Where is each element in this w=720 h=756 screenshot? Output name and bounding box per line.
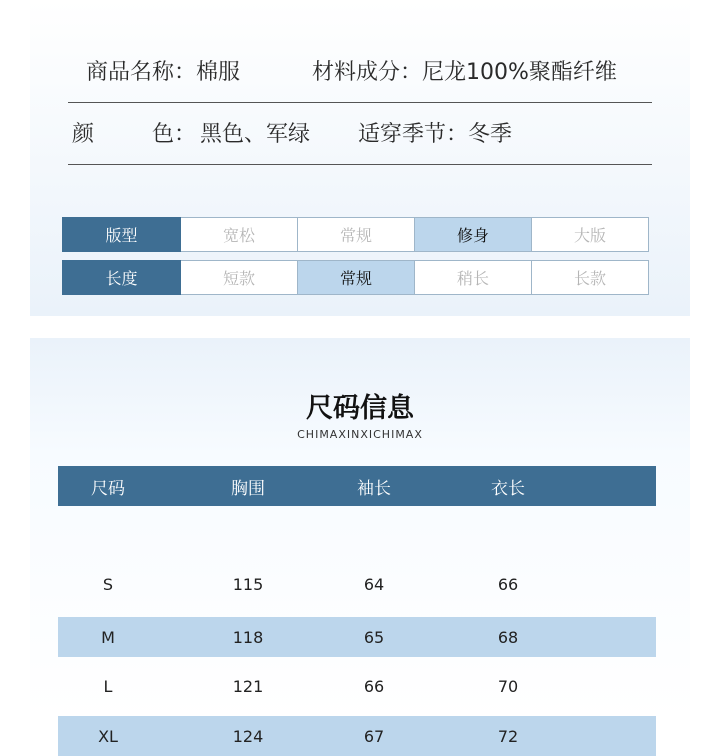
cell-chest: 118 xyxy=(232,627,264,647)
cell-chest: 124 xyxy=(232,726,264,746)
cell-size: M xyxy=(101,627,115,647)
column-header-size: 尺码 xyxy=(91,478,125,499)
table-row xyxy=(58,564,656,604)
size-table xyxy=(58,466,656,756)
material-value: 尼龙100%聚酯纤维 xyxy=(422,60,617,85)
color-label-second: 色： xyxy=(152,122,197,147)
cell-length: 68 xyxy=(497,627,519,647)
column-header-sleeve: 袖长 xyxy=(357,478,391,499)
fit-row-style xyxy=(62,217,649,252)
cell-sleeve: 66 xyxy=(363,676,385,696)
cell-chest: 115 xyxy=(232,574,264,594)
table-row xyxy=(58,617,656,657)
fit-header-style: 版型 xyxy=(62,217,181,252)
name-label: 商品名称： xyxy=(86,60,197,85)
cell-size: S xyxy=(102,574,114,594)
table-row xyxy=(58,666,656,706)
fit-option: 稍长 xyxy=(415,260,532,295)
cell-chest: 121 xyxy=(232,676,264,696)
table-row xyxy=(58,716,656,756)
fit-option: 长款 xyxy=(532,260,649,295)
material-label: 材料成分： xyxy=(312,60,423,85)
column-header-length: 衣长 xyxy=(491,478,525,499)
cell-sleeve: 67 xyxy=(363,726,385,746)
cell-length: 72 xyxy=(497,726,519,746)
fit-row-length xyxy=(62,260,649,295)
cell-length: 66 xyxy=(497,574,519,594)
fit-option: 宽松 xyxy=(181,217,298,252)
info-row-color-season xyxy=(68,106,652,165)
column-header-chest: 胸围 xyxy=(231,478,265,499)
cell-size: XL xyxy=(98,726,118,746)
size-section-title: 尺码信息 xyxy=(306,393,414,424)
season-value: 冬季 xyxy=(468,122,513,147)
fit-option-selected: 常规 xyxy=(298,260,415,295)
fit-table xyxy=(62,217,649,303)
fit-option: 短款 xyxy=(181,260,298,295)
cell-sleeve: 65 xyxy=(363,627,385,647)
color-value: 黑色、军绿 xyxy=(200,122,311,147)
fit-option: 大版 xyxy=(532,217,649,252)
info-row-name-material xyxy=(68,44,652,103)
name-value: 棉服 xyxy=(196,60,241,85)
size-table-header xyxy=(58,466,656,506)
color-label-first: 颜 xyxy=(72,122,95,147)
cell-size: L xyxy=(103,676,113,696)
fit-option-selected: 修身 xyxy=(415,217,532,252)
cell-sleeve: 64 xyxy=(363,574,385,594)
fit-option: 常规 xyxy=(298,217,415,252)
season-label: 适穿季节： xyxy=(358,122,469,147)
cell-length: 70 xyxy=(497,676,519,696)
fit-header-length: 长度 xyxy=(62,260,181,295)
size-section-subtitle: CHIMAXINXICHIMAX xyxy=(297,428,423,441)
